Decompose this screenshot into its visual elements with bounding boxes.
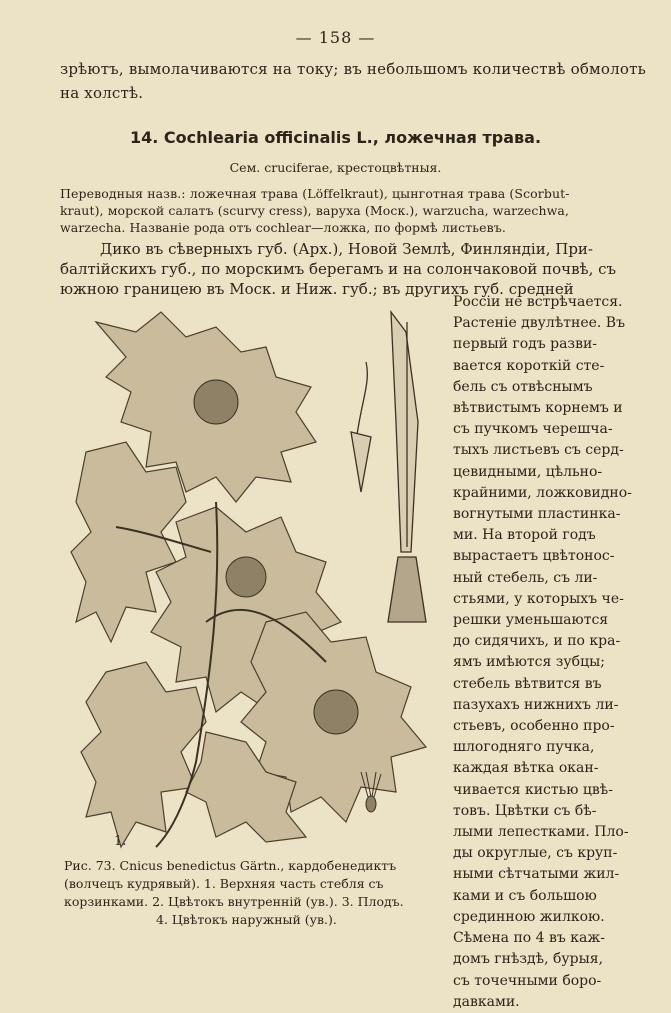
col-line: вогнутыми пластинка- (453, 506, 621, 523)
col-line: съ пучкомъ черешча- (453, 421, 613, 438)
caption-line-1: Рис. 73. Cnicus benedictus Gärtn., кардобенедиктъ (64, 858, 397, 873)
col-line: тыхъ листьевъ съ серд- (453, 442, 624, 459)
col-line: вѣтвистымъ корнемъ и (453, 400, 623, 417)
para-line-3: южною границею въ Моск. и Ниж. губ.; въ другихъ губ. средней (60, 280, 574, 298)
col-line: ямъ имѣются зубцы; (453, 654, 605, 671)
caption-line-3: корзинками. 2. Цвѣтокъ внутренній (ув.). 3. Плодъ. (64, 894, 404, 909)
col-line: срединною жилкою. (453, 908, 605, 925)
col-line: стьевъ, особенно про- (453, 718, 615, 735)
para-line-1: Дико въ сѣверныхъ губ. (Арх.), Новой Землѣ, Финляндіи, При- (100, 240, 593, 258)
col-line: ными сѣтчатыми жил- (453, 866, 620, 883)
col-line: ный стебель, съ ли- (453, 569, 598, 586)
caption-line-4: 4. Цвѣтокъ наружный (ув.). (156, 912, 337, 927)
col-line: стебель вѣтвится въ (453, 675, 602, 692)
names-line-1: Переводныя назв.: ложечная трава (Löffelkraut), цынготная трава (Scorbut- (60, 186, 570, 201)
col-line: стьями, у которыхъ че- (453, 590, 624, 607)
names-line-3: warzecha. Названіе рода отъ cochlear—ложка, по формѣ листьевъ. (60, 220, 506, 235)
col-line: ми. На второй годъ (453, 527, 596, 544)
col-line: давками. (453, 993, 520, 1010)
col-line: чивается кистью цвѣ- (453, 781, 613, 798)
col-line: домъ гнѣздѣ, бурыя, (453, 951, 604, 968)
col-line: пазухахъ нижнихъ ли- (453, 696, 619, 713)
right-column-text (453, 292, 632, 1013)
col-line: Россіи не встрѣчается. (453, 294, 623, 310)
col-line: Растеніе двулѣтнее. Въ (453, 315, 625, 332)
col-line: ды округлые, съ круп- (453, 845, 618, 862)
col-line: Сѣмена по 4 въ каж- (453, 930, 605, 947)
col-line: крайними, ложковидно- (453, 484, 632, 501)
page-number: — 158 — (295, 28, 376, 47)
names-line-2: kraut), морской салатъ (scurvy cress), варуха (Моск.), warzucha, warzechwa, (60, 203, 570, 218)
col-line: первый годъ разви- (453, 336, 598, 353)
col-line: бель съ отвѣснымъ (453, 378, 593, 395)
intro-line-1: зрѣютъ, вымолачиваются на току; въ небольшомъ количествѣ обмолоть (60, 60, 646, 78)
col-line: ками и съ большою (453, 887, 597, 904)
col-line: цевидными, цѣльно- (453, 463, 603, 480)
family-line: Сем. cruciferae, крестоцвѣтныя. (229, 160, 442, 175)
col-line: вается короткій сте- (453, 357, 605, 374)
col-line: шлогодняго пучка, (453, 739, 595, 756)
intro-line-2: на холстѣ. (60, 84, 144, 102)
col-line: вырастаетъ цвѣтонос- (453, 548, 615, 565)
para-line-2: балтійскихъ губ., по морскимъ берегамъ и на солончаковой почвѣ, съ (60, 260, 617, 278)
col-line: лыми лепестками. Пло- (453, 824, 629, 841)
section-heading: 14. Cochlearia officinalis L., ложечная трава. (129, 128, 542, 147)
col-line: съ точечными боро- (453, 972, 602, 989)
col-line: решки уменьшаются (453, 612, 609, 629)
col-line: товъ. Цвѣтки съ бѣ- (453, 802, 597, 819)
col-line: до сидячихъ, и по кра- (453, 633, 621, 650)
figure-label: 1. (114, 834, 127, 849)
col-line: каждая вѣтка окан- (453, 760, 599, 777)
caption-line-2: (волчецъ кудрявый). 1. Верхняя часть стебля съ (64, 876, 384, 891)
plant-illustration (66, 292, 456, 852)
